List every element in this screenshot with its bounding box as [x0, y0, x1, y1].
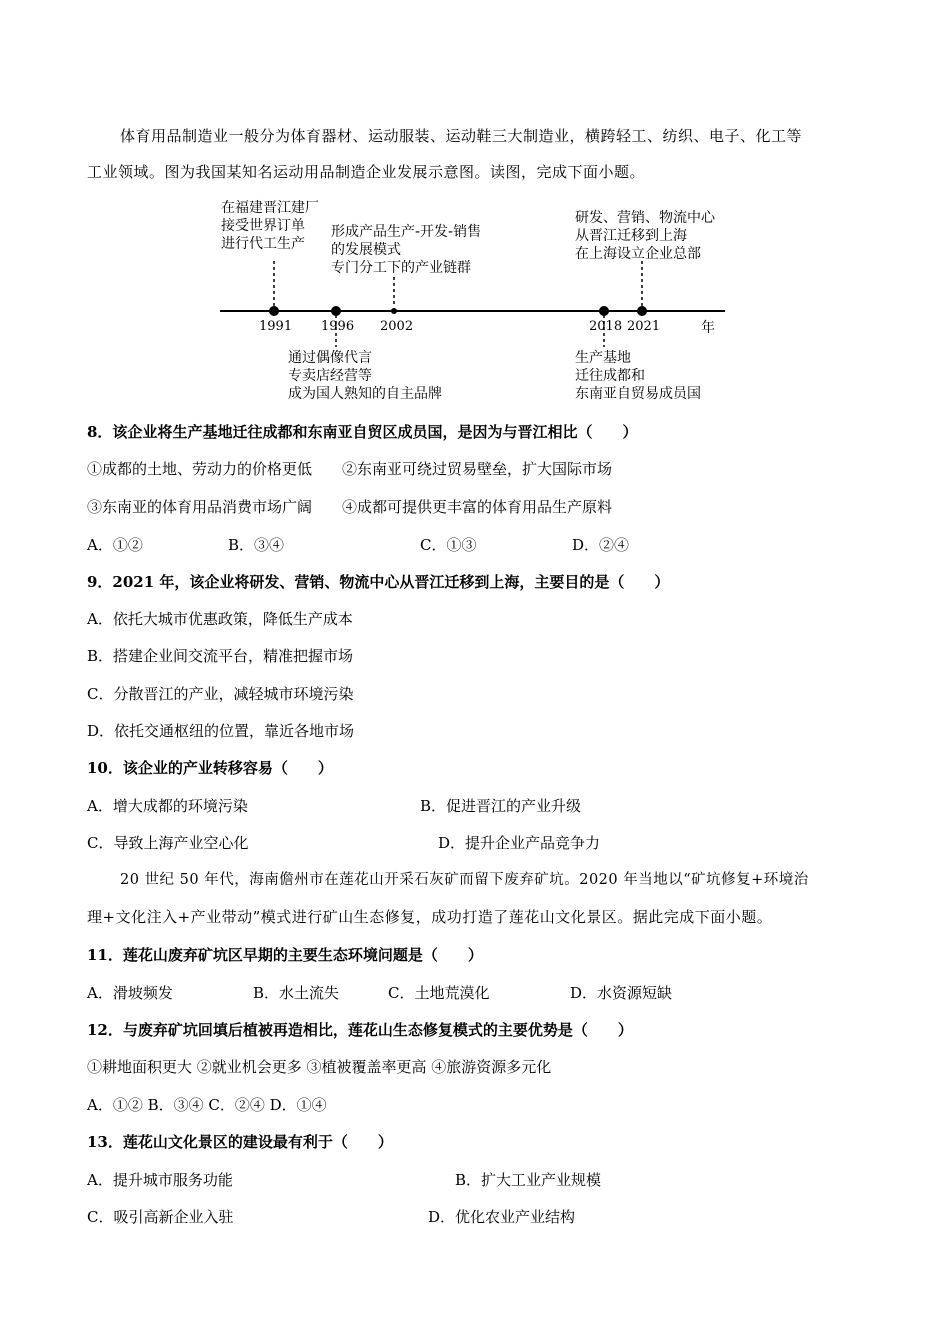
dot-2021 — [637, 306, 647, 316]
event-2002 — [331, 223, 481, 277]
year-label-2002: 2002 — [380, 319, 414, 334]
dot-1996 — [331, 306, 341, 316]
question-11-option-d[interactable]: D．水资源短缺 — [570, 984, 673, 1002]
question-8-statements-2: ③东南亚的体育用品消费市场广阔 ④成都可提供更丰富的体育用品生产原料 — [87, 498, 613, 516]
question-8-option-b[interactable]: B．③④ — [228, 536, 285, 554]
event-2021-line-1: 研发、营销、物流中心 — [575, 210, 715, 226]
question-8-statements-1: ①成都的土地、劳动力的价格更低 ②东南亚可绕过贸易壁垒，扩大国际市场 — [87, 460, 613, 478]
question-9-option-b[interactable]: B．搭建企业间交流平台，精准把握市场 — [87, 647, 354, 665]
intro-paragraph-2-line-1: 20 世纪 50 年代，海南儋州市在莲花山开采石灰矿而留下废弃矿坑。2020 年当地以“矿坑修复+环境治 — [120, 872, 809, 888]
event-2018 — [575, 349, 701, 403]
question-11-option-c[interactable]: C．土地荒漠化 — [388, 984, 490, 1002]
question-12-options[interactable]: A．①② B．③④ C．②④ D．①④ — [87, 1096, 327, 1114]
dot-1991 — [269, 306, 279, 316]
question-8-option-c[interactable]: C．①③ — [420, 536, 477, 554]
question-13-stem: 13．莲花山文化景区的建设最有利于（ ） — [87, 1133, 393, 1151]
dot-2002 — [391, 308, 397, 314]
company-development-timeline — [205, 195, 745, 410]
year-label-2021: 2021 — [627, 319, 661, 334]
question-11-option-b[interactable]: B．水土流失 — [253, 984, 340, 1002]
event-1996-line-2: 专卖店经营等 — [288, 368, 372, 384]
event-1991-line-2: 接受世界订单 — [221, 218, 305, 234]
question-13-option-b[interactable]: B．扩大工业产业规模 — [455, 1171, 602, 1189]
event-1996-line-3: 成为国人熟知的自主品牌 — [288, 386, 442, 402]
question-11-stem: 11．莲花山废弃矿坑区早期的主要生态环境问题是（ ） — [87, 946, 483, 964]
year-unit-label: 年 — [701, 320, 715, 336]
year-label-1991: 1991 — [259, 319, 293, 334]
event-1991-line-1: 在福建晋江建厂 — [221, 200, 319, 216]
question-8-stem: 8．该企业将生产基地迁往成都和东南亚自贸区成员国，是因为与晋江相比（ ） — [87, 423, 638, 441]
question-8-option-a[interactable]: A．①② — [87, 536, 143, 554]
year-label-2018: 2018 — [589, 319, 623, 334]
event-2021-line-2: 从晋江迁移到上海 — [575, 228, 687, 244]
question-9-stem: 9．2021 年，该企业将研发、营销、物流中心从晋江迁移到上海，主要目的是（ ） — [87, 573, 670, 591]
question-10-option-a[interactable]: A．增大成都的环境污染 — [87, 797, 248, 815]
question-13-option-c[interactable]: C．吸引高新企业入驻 — [87, 1208, 234, 1226]
event-2002-line-2: 的发展模式 — [331, 242, 401, 258]
event-2018-line-2: 迁往成都和 — [575, 368, 645, 384]
question-12-stem: 12．与废弃矿坑回填后植被再造相比，莲花山生态修复模式的主要优势是（ ） — [87, 1021, 633, 1039]
question-9-option-d[interactable]: D．依托交通枢纽的位置，靠近各地市场 — [87, 722, 355, 740]
question-13-option-d[interactable]: D．优化农业产业结构 — [428, 1208, 576, 1226]
intro-paragraph-1-line-1: 体育用品制造业一般分为体育器材、运动服装、运动鞋三大制造业，横跨轻工、纺织、电子、化工等 — [120, 127, 803, 145]
question-13-option-a[interactable]: A．提升城市服务功能 — [87, 1171, 233, 1189]
event-2021-line-3: 在上海设立企业总部 — [575, 246, 701, 262]
question-8-option-d[interactable]: D．②④ — [572, 536, 630, 554]
dot-2018 — [599, 306, 609, 316]
event-1991 — [221, 199, 319, 253]
question-11-option-a[interactable]: A．滑坡频发 — [87, 984, 173, 1002]
event-1991-line-3: 进行代工生产 — [221, 236, 305, 252]
event-2002-line-3: 专门分工下的产业链群 — [331, 260, 471, 276]
event-1996 — [288, 349, 442, 403]
question-10-stem: 10．该企业的产业转移容易（ ） — [87, 759, 333, 777]
event-2002-line-1: 形成产品生产-开发-销售 — [331, 224, 482, 240]
question-9-option-c[interactable]: C．分散晋江的产业，减轻城市环境污染 — [87, 685, 354, 703]
question-12-statements: ①耕地面积更大 ②就业机会更多 ③植被覆盖率更高 ④旅游资源多元化 — [87, 1058, 552, 1076]
intro-paragraph-1-line-2: 工业领域。图为我国某知名运动用品制造企业发展示意图。读图，完成下面小题。 — [87, 163, 646, 181]
question-10-option-b[interactable]: B．促进晋江的产业升级 — [420, 797, 582, 815]
event-2021 — [575, 209, 715, 263]
event-2018-line-3: 东南亚自贸易成员国 — [575, 386, 701, 402]
question-10-option-c[interactable]: C．导致上海产业空心化 — [87, 834, 249, 852]
event-2018-line-1: 生产基地 — [575, 350, 631, 366]
year-label-1996: 1996 — [321, 319, 355, 334]
question-9-option-a[interactable]: A．依托大城市优惠政策，降低生产成本 — [87, 610, 353, 628]
intro-paragraph-2-line-2: 理+文化注入+产业带动”模式进行矿山生态修复，成功打造了莲花山文化景区。据此完成下面小题。 — [87, 908, 773, 926]
event-1996-line-1: 通过偶像代言 — [288, 350, 372, 366]
question-10-option-d[interactable]: D．提升企业产品竞争力 — [438, 834, 601, 852]
